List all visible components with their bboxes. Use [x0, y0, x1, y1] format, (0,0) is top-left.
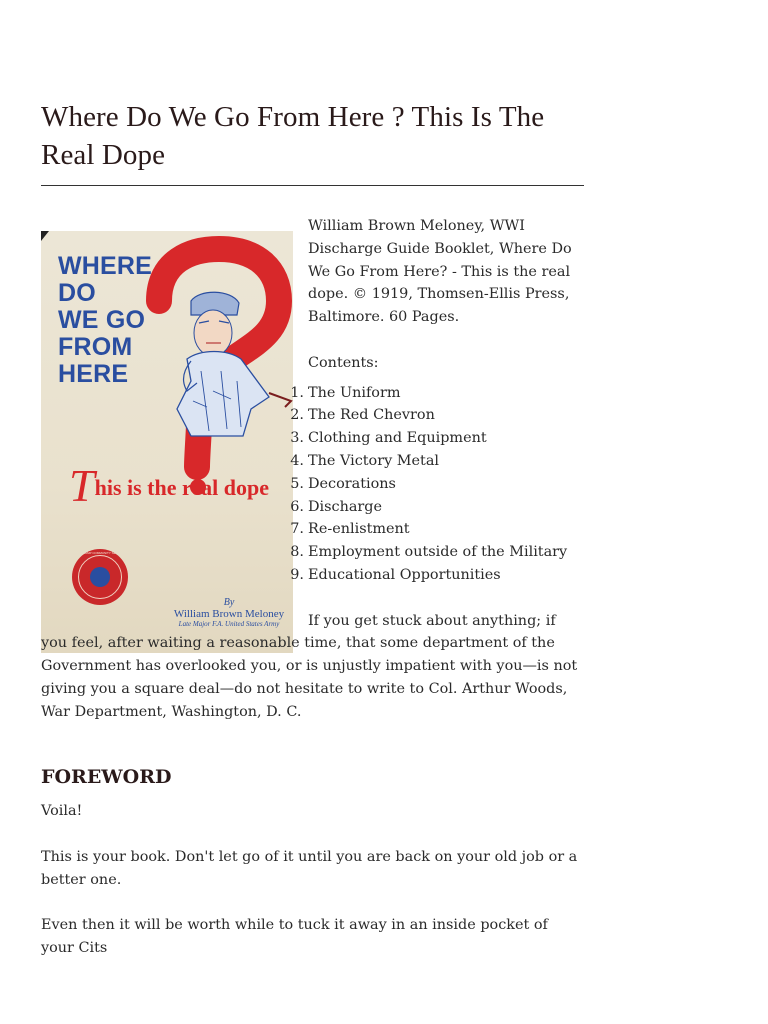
tagline-initial: T: [69, 460, 95, 511]
list-item: [290, 541, 584, 564]
list-item: [290, 382, 584, 405]
foreword-heading: FOREWORD: [41, 765, 172, 788]
list-item: [290, 450, 584, 473]
foreword-paragraph: Voila!: [41, 803, 83, 820]
list-item: [290, 564, 584, 587]
help-text: If you get stuck about anything; if you feel, after waiting a reasonable time, that some department of the Government has overlooked you, or is unjustly impatient with you—is not giving you a square deal—do not hesitate to write to Col. Arthur Woods, War Department, Washington, D. C.: [41, 612, 578, 720]
list-item: [290, 404, 584, 427]
list-number: 6.: [290, 498, 304, 515]
list-item: [290, 518, 584, 541]
page-title: Where Do We Go From Here ? This Is The Real Dope: [41, 101, 545, 171]
foreword-paragraph: Even then it will be worth while to tuck it away in an inside pocket of your Cits: [41, 917, 548, 957]
help-paragraph: [41, 610, 584, 724]
foreword-paragraph: This is your book. Don't let go of it until you are back on your old job or a better one.: [41, 848, 578, 888]
list-number: 3.: [290, 430, 304, 447]
contents-label: Contents:: [308, 354, 379, 371]
intro-paragraph: William Brown Meloney, WWI Discharge Guide Booklet, Where Do We Go From Here? - This is the real dope. © 1919, Thomsen-Ellis Press, Baltimore. 60 Pages.: [308, 218, 572, 326]
list-number: 5.: [290, 475, 304, 492]
list-item-label: The Uniform: [308, 384, 401, 401]
list-item: [290, 473, 584, 496]
article-body: [41, 215, 584, 960]
cover-title-line: HERE: [58, 360, 129, 388]
cover-title-line: DO: [58, 279, 96, 307]
list-number: 7.: [290, 521, 304, 538]
cover-title-line: FROM: [58, 333, 133, 361]
tagline-text: his is the real dope: [94, 475, 269, 500]
cover-by: By: [223, 597, 235, 608]
list-item-label: Re-enlistment: [308, 521, 410, 538]
list-number: 8.: [290, 544, 304, 561]
list-number: 1.: [290, 384, 304, 401]
list-item-label: The Red Chevron: [308, 407, 435, 424]
list-number: 4.: [290, 452, 304, 469]
list-number: 9.: [290, 566, 304, 583]
contents-list: [41, 382, 584, 587]
list-item: [290, 496, 584, 519]
cover-author: William Brown Meloney: [173, 608, 285, 620]
list-number: 2.: [290, 407, 304, 424]
cover-title-line: WHERE: [58, 252, 153, 280]
list-item-label: Discharge: [308, 498, 383, 515]
cover-title-line: WE GO: [58, 306, 146, 334]
cover-author-rank: Late Major F.A. United States Army: [178, 620, 280, 628]
title-divider: [41, 185, 584, 186]
list-item-label: Employment outside of the Military: [308, 544, 568, 561]
list-item-label: The Victory Metal: [308, 452, 440, 469]
list-item-label: Clothing and Equipment: [308, 430, 487, 447]
list-item-label: Decorations: [308, 475, 396, 492]
list-item: [290, 427, 584, 450]
seal-text: WAR CAMP COMMUNITY SERVICE: [75, 551, 125, 555]
list-item-label: Educational Opportunities: [308, 566, 501, 583]
